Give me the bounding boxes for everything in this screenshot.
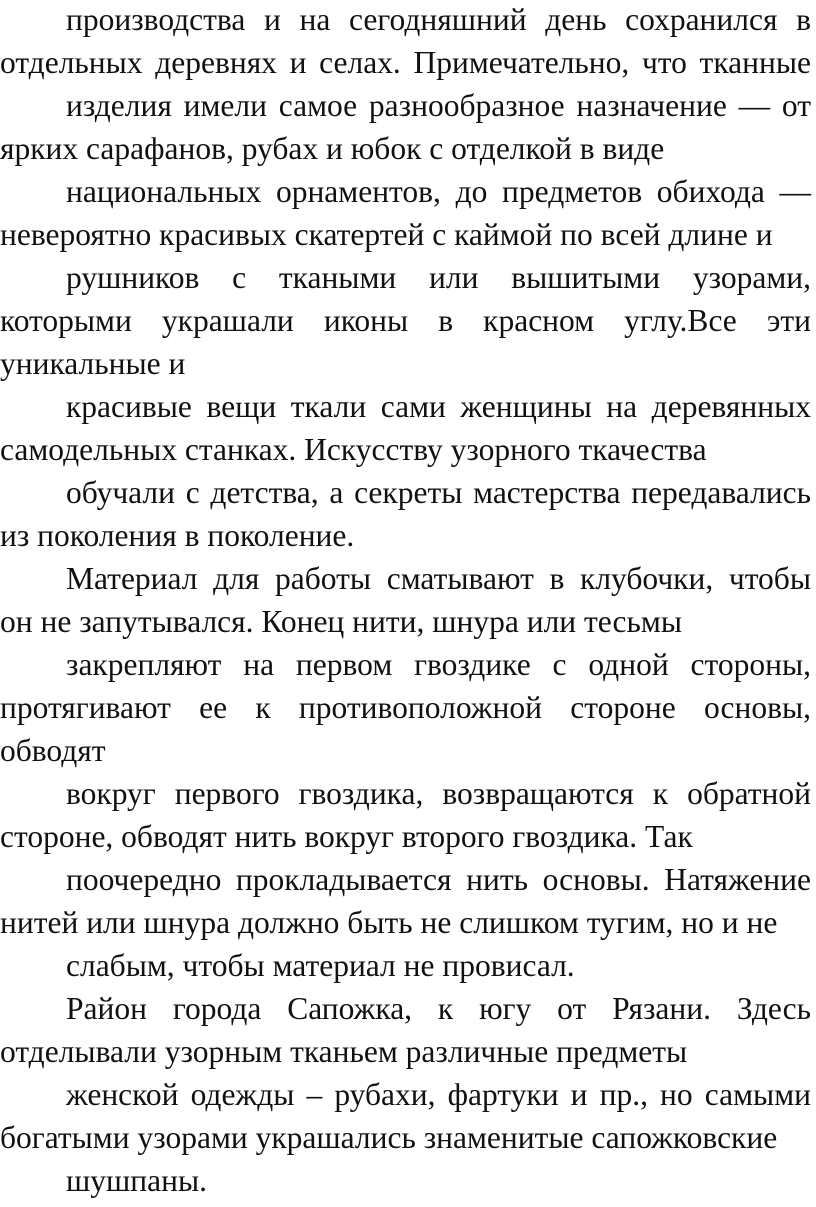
text-line: протягивают ее к противоположной стороне основы,	[0, 690, 811, 725]
text-line: обводят	[0, 733, 106, 768]
text-line: невероятно красивых скатертей с каймой по всей длине и	[0, 217, 773, 252]
text-line: производства и на сегодняшний день сохранился в	[66, 2, 811, 37]
text-line: закрепляют на первом гвоздике с одной стороны,	[66, 647, 811, 682]
text-line: отдельных деревнях и селах. Примечательно, что тканные	[0, 45, 811, 80]
text-line: изделия имели самое разнообразное назначение — от	[66, 88, 811, 123]
text-line: отделывали узорным тканьем различные предметы	[0, 1034, 688, 1069]
text-line: шушпаны.	[66, 1163, 207, 1198]
text-line: самодельных станках. Искусству узорного ткачества	[0, 432, 707, 467]
text-line: рушников с ткаными или вышитыми узорами,	[66, 260, 811, 295]
text-line: национальных орнаментов, до предметов обихода —	[66, 174, 811, 209]
text-line: стороне, обводят нить вокруг второго гвоздика. Так	[0, 819, 693, 854]
text-line: Район города Сапожка, к югу от Рязани. Здесь	[66, 991, 811, 1026]
text-line: красивые вещи ткали сами женщины на деревянных	[66, 389, 811, 424]
text-line: уникальные и	[0, 346, 186, 381]
text-line: женской одежды – рубахи, фартуки и пр., но самыми	[66, 1077, 811, 1112]
text-line: он не запутывался. Конец нити, шнура или тесьмы	[0, 604, 683, 639]
text-line: Материал для работы сматывают в клубочки, чтобы	[66, 561, 811, 596]
text-line: богатыми узорами украшались знаменитые сапожковские	[0, 1120, 778, 1155]
text-line: обучали с детства, а секреты мастерства передавались	[66, 475, 811, 510]
text-line: вокруг первого гвоздика, возвращаются к обратной	[66, 776, 811, 811]
text-line: слабым, чтобы материал не провисал.	[66, 948, 575, 983]
text-line: которыми украшали иконы в красном углу.Все эти	[0, 303, 811, 338]
text-line: ярких сарафанов, рубах и юбок с отделкой в виде	[0, 131, 665, 166]
text-line: поочередно прокладывается нить основы. Натяжение	[66, 862, 811, 897]
text-line: нитей или шнура должно быть не слишком тугим, но и не	[0, 905, 778, 940]
text-line: из поколения в поколение.	[0, 518, 355, 553]
